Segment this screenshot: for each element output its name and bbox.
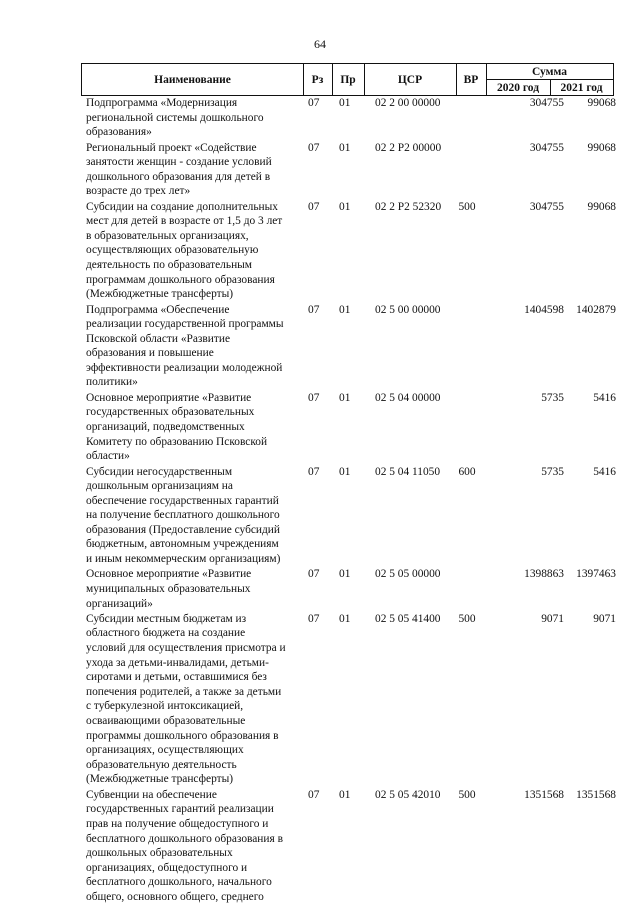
row-pr: 01 (339, 97, 351, 109)
row-name-line: Субсидии негосударственным (86, 465, 233, 478)
row-name-line: попечения родителей, а также за детьми (86, 685, 282, 698)
row-name-line: занятости женщин - создание условий (86, 156, 272, 169)
row-sum-2020: 1351568 (524, 788, 564, 801)
row-name-line: условий для осуществления присмотра и (86, 642, 286, 655)
table-row (86, 141, 616, 199)
row-vr: 500 (458, 612, 476, 625)
row-name-line: бюджетным, автономным учреждениям (86, 538, 279, 551)
row-name-line: осваивающими образовательные (86, 715, 246, 728)
table-row (86, 391, 616, 464)
header-year-2020: 2020 год (496, 81, 540, 94)
row-name-line: на получение бесплатного дошкольного (86, 509, 280, 522)
row-sum-2021: 5416 (593, 465, 616, 478)
row-name-line: Подпрограмма «Модернизация (86, 97, 238, 109)
row-name-line: Региональный проект «Содействие (86, 141, 257, 154)
row-sum-2021: 99068 (587, 97, 616, 109)
row-name-line: мест для детей в возрасте от 1,5 до 3 лет (86, 215, 283, 228)
row-pr: 01 (339, 303, 351, 316)
row-name-line: в образовательных организациях, (86, 229, 249, 242)
row-name-line: реализации государственной программы (86, 318, 284, 331)
row-sum-2021: 1397463 (576, 568, 616, 581)
row-name (86, 612, 298, 787)
row-rz: 07 (308, 612, 320, 625)
row-csr: 02 2 Р2 00000 (375, 141, 442, 154)
row-name-line: деятельность по образовательным (86, 258, 253, 271)
header-pr: Пр (340, 73, 356, 86)
row-csr: 02 5 05 42010 (375, 788, 441, 801)
row-rz: 07 (308, 465, 320, 478)
row-sum-2021: 5416 (593, 391, 616, 404)
row-name-line: Псковской области «Развитие (86, 332, 231, 345)
row-name-line: ухода за детьми-инвалидами, детьми- (86, 656, 269, 669)
table-row (86, 612, 616, 787)
row-name (86, 200, 298, 302)
row-rz: 07 (308, 788, 320, 801)
row-name (86, 567, 298, 611)
row-name-line: Основное мероприятие «Развитие (86, 391, 252, 404)
table-row (86, 567, 616, 611)
page-number: 64 (314, 37, 326, 51)
table-row (86, 465, 616, 567)
row-name-line: Субсидии на создание дополнительных (86, 200, 278, 213)
row-name-line: осуществляющих образовательную (86, 244, 259, 257)
row-sum-2020: 1398863 (524, 568, 564, 581)
row-rz: 07 (308, 141, 320, 154)
row-name-line: муниципальных образовательных (86, 582, 251, 595)
row-sum-2020: 304755 (529, 141, 564, 154)
row-sum-2021: 1351568 (576, 788, 616, 801)
row-rz: 07 (308, 391, 320, 404)
row-csr: 02 5 05 00000 (375, 568, 441, 581)
row-name-line: эффективности реализации молодежной (86, 361, 283, 374)
header-year-2021: 2021 год (560, 81, 603, 94)
row-name-line: образовательную деятельность (86, 758, 237, 771)
header-csr: ЦСР (397, 73, 423, 86)
row-name-line: организациях, общедоступного и (86, 861, 248, 874)
row-vr: 500 (458, 200, 476, 213)
row-sum-2020: 1404598 (524, 303, 564, 316)
row-name-line: Основное мероприятие «Развитие (86, 568, 252, 581)
row-name-line: государственных гарантий реализации (86, 803, 274, 816)
table-row (86, 200, 616, 302)
row-name-line: бесплатного дошкольного, начального (86, 876, 272, 889)
row-name-line: организаций, подведомственных (86, 420, 245, 433)
table-row (86, 788, 616, 905)
row-pr: 01 (339, 141, 351, 154)
row-name-line: прав на получение общедоступного и (86, 817, 269, 830)
row-rz: 07 (308, 568, 320, 581)
row-csr: 02 5 04 00000 (375, 391, 441, 404)
row-name (86, 141, 298, 199)
row-name-line: (Межбюджетные трансферты) (86, 773, 234, 786)
row-name (86, 391, 298, 464)
row-name-line: государственных образовательных (86, 406, 255, 419)
row-name-line: политики» (86, 376, 138, 389)
row-name-line: общего, основного общего, среднего (86, 890, 264, 903)
row-name-line: дошкольного образования для детей в (86, 170, 271, 183)
row-pr: 01 (339, 612, 351, 625)
row-sum-2021: 1402879 (576, 303, 616, 316)
row-name (86, 788, 298, 905)
row-name-line: программы дошкольного образования в (86, 729, 279, 742)
row-name-line: бесплатного дошкольного образования в (86, 832, 283, 845)
header-name: Наименование (154, 73, 231, 86)
row-name-line: организаций» (86, 597, 153, 610)
row-sum-2020: 9071 (541, 612, 564, 625)
row-pr: 01 (339, 788, 351, 801)
row-name-line: образования и повышение (86, 347, 214, 360)
row-name-line: (Межбюджетные трансферты) (86, 288, 234, 301)
row-vr: 500 (458, 788, 476, 801)
row-name-line: областного бюджета на создание (86, 627, 246, 640)
header-vr: ВР (463, 73, 479, 86)
row-name-line: дошкольных образовательных (86, 847, 233, 860)
table-header (81, 63, 614, 96)
row-vr: 600 (458, 465, 476, 478)
table-row (86, 96, 616, 140)
row-csr: 02 2 Р2 52320 (375, 200, 442, 213)
row-sum-2021: 99068 (587, 141, 616, 154)
row-sum-2020: 304755 (529, 200, 564, 213)
row-name (86, 303, 298, 391)
row-name-line: обеспечение государственных гарантий (86, 494, 279, 507)
row-rz: 07 (308, 200, 320, 213)
row-rz: 07 (308, 303, 320, 316)
row-csr: 02 5 00 00000 (375, 303, 441, 316)
header-sum: Сумма (532, 65, 567, 78)
row-name-line: возрасте до трех лет» (86, 185, 191, 198)
table-row (86, 303, 616, 391)
row-sum-2020: 304755 (529, 97, 564, 109)
row-name-line: Субсидии местным бюджетам из (86, 612, 247, 625)
row-pr: 01 (339, 568, 351, 581)
row-pr: 01 (339, 391, 351, 404)
row-rz: 07 (308, 97, 320, 109)
row-pr: 01 (339, 200, 351, 213)
row-name-line: Подпрограмма «Обеспечение (86, 303, 230, 316)
row-name-line: с туберкулезной интоксикацией, (86, 700, 244, 713)
row-name-line: региональной системы дошкольного (86, 111, 264, 124)
row-sum-2021: 9071 (593, 612, 616, 625)
row-csr: 02 2 00 00000 (375, 97, 441, 109)
row-csr: 02 5 04 11050 (375, 465, 441, 478)
row-name-line: образования» (86, 126, 152, 139)
row-csr: 02 5 05 41400 (375, 612, 441, 625)
row-name-line: Комитету по образованию Псковской (86, 435, 268, 448)
row-name-line: области» (86, 450, 130, 463)
row-name-line: сиротами и детьми, оставшимися без (86, 671, 267, 684)
row-name (86, 465, 298, 567)
row-sum-2021: 99068 (587, 200, 616, 213)
row-pr: 01 (339, 465, 351, 478)
row-name-line: дошкольным организациям на (86, 480, 233, 493)
row-sum-2020: 5735 (541, 465, 564, 478)
row-name-line: Субвенции на обеспечение (86, 788, 217, 801)
row-name-line: организациях, осуществляющих (86, 744, 244, 757)
row-sum-2020: 5735 (541, 391, 564, 404)
row-name-line: программам дошкольного образования (86, 273, 275, 286)
row-name-line: и иным некоммерческим организациям) (86, 553, 281, 566)
row-name (86, 96, 298, 140)
header-rz: Рз (311, 73, 324, 86)
row-name-line: образования (Предоставление субсидий (86, 523, 281, 536)
